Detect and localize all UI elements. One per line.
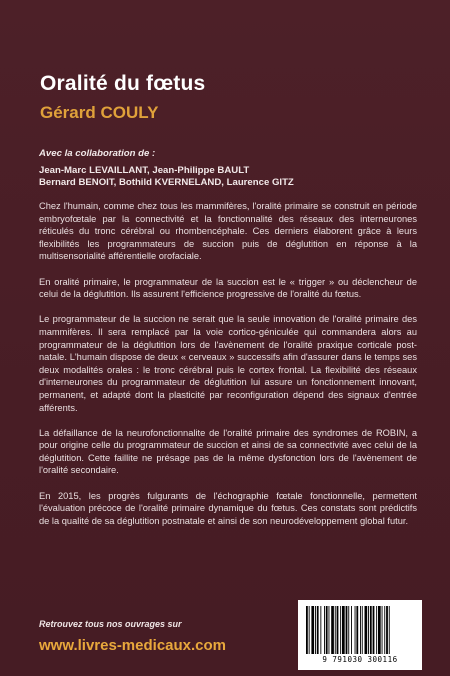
collaboration-block xyxy=(39,148,419,190)
collaboration-intro: Avec la collaboration de : xyxy=(39,148,156,159)
summary-paragraph: En oralité primaire, le programmateur de la succion est le « trigger » ou déclencheur de celui de la déglutition. Ils assurent l'efficience progressive de l'oralité du fœtus. xyxy=(39,276,417,300)
collaborator-names-line-1: Jean-Marc LEVAILLANT, Jean-Philippe BAULT xyxy=(39,164,250,176)
collaborator-names-line-2: Bernard BENOIT, Bothild KVERNELAND, Laurence GITZ xyxy=(39,177,294,189)
summary-paragraph: Le programmateur de la succion ne serait que la seule innovation de l'oralité primaire des mammifères. Il sera remplacé par la voie cortico-géniculée qui commandera alors au programmateur de la déglutition lors de l'avènement de l'oralité praxique corticale post-natale. L'humain dispose de deux « cerveaux » successifs afin d'assurer dans le temps ses deux modalités orales : le tronc cérébral puis le cortex frontal. La flexibilité des réseaux d'interneurones du programmateur de déglutition lui assure un fonctionnement innovant, permanent, et adapté dont la plasticité par reconfiguration dépend des signaux d'entrée afférents. xyxy=(39,314,417,413)
summary-paragraph: En 2015, les progrès fulgurants de l'échographie fœtale fonctionnelle, permettent l'évaluation précoce de l'oralité primaire dynamique du fœtus. Ces constats sont prédictifs de la qualité de sa déglutition postnatale et ainsi de son neurodéveloppement global futur. xyxy=(39,490,417,526)
summary-paragraph: La défaillance de la neurofonctionnalite de l'oralité primaire des syndromes de ROBIN, a pour origine celle du programmateur de succion et ainsi de sa connectivité avec celui de la déglutition. Cette faillite ne présage pas de la même dysfonction lors de l'avènement de l'oralité secondaire. xyxy=(39,427,417,476)
isbn-barcode xyxy=(298,600,422,670)
summary-paragraph: Chez l'humain, comme chez tous les mammifères, l'oralité primaire se construit en période embryofœtale par la connectivité et la fonctionnalité des réseaux des interneurones réticulés du tronc cérébral ou rhombencéphale. Ces derniers élaborent grâce à leurs flexibilités les programmateurs de succion puis de déglutition en réponse à la multisensorialité afférentielle orofaciale. xyxy=(39,201,417,262)
barcode-icon xyxy=(306,606,414,654)
book-title: Oralité du fœtus xyxy=(40,72,206,95)
publisher-website: www.livres-medicaux.com xyxy=(39,637,227,654)
summary-text xyxy=(39,200,417,540)
footer-label: Retrouvez tous nos ouvrages sur xyxy=(39,619,182,629)
book-author: Gérard COULY xyxy=(40,103,159,122)
barcode-number: 9 791030 300116 xyxy=(322,655,398,664)
